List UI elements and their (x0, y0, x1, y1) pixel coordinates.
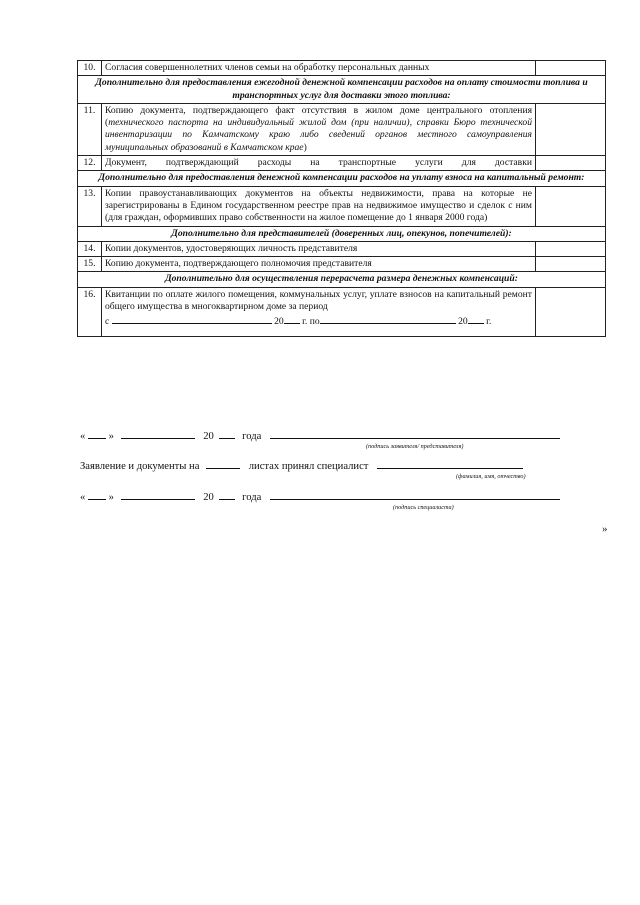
section-header-repair: Дополнительно для предоставления денежной компенсации расходов на уплату взноса на капитальный ремонт: (78, 171, 606, 186)
specialist-signature-line (80, 489, 560, 503)
applicant-signature-field[interactable] (270, 428, 560, 439)
section-header-row (78, 226, 606, 241)
section-header-row (78, 171, 606, 186)
mark-cell[interactable] (536, 61, 606, 76)
accepted-text-b: листах принял специалист (248, 461, 369, 472)
mark-cell[interactable] (536, 186, 606, 226)
table-row (78, 103, 606, 155)
table-row (78, 156, 606, 171)
row-text: Копии правоустанавливающих документов на объекты недвижимости, права на которые не зарегистрированы в Едином государственном реестре прав на недвижимое имущество и сделок с ним (для граждан, оформивших право собственности на жилое помещение до 1 января 2000 года) (102, 186, 536, 226)
row-text-italic: технического паспорта на индивидуальный жилой дом (при наличии), справки Бюро технической инвентаризации по Камчатскому краю либо сведений органов местного самоуправления муниципальных образований в Камчатском крае (105, 117, 532, 153)
row-text: Согласия совершеннолетних членов семьи на обработку персональных данных (102, 61, 536, 76)
day-field[interactable] (88, 428, 106, 439)
table-row (78, 241, 606, 256)
quote-open: « (80, 492, 86, 503)
row-text: Копии документов, удостоверяющих личность представителя (102, 241, 536, 256)
row-text: Документ, подтверждающий расходы на транспортные услуги для доставки (102, 156, 536, 171)
year-field[interactable] (219, 489, 235, 500)
section-header-fuel: Дополнительно для предоставления ежегодной денежной компенсации расходов на оплату стоимости топлива и транспортных услуг для доставки этого топлива: (78, 76, 606, 104)
row-text: Копию документа, подтверждающего полномочия представителя (102, 257, 536, 272)
section-header-row (78, 272, 606, 287)
row-number: 13. (78, 186, 102, 226)
row-text (102, 287, 536, 336)
table-row (78, 287, 606, 336)
section-header-row (78, 76, 606, 104)
period-to-year-field[interactable] (468, 313, 484, 324)
quote-close: » (108, 431, 114, 442)
period-year-prefix: 20 (458, 316, 468, 328)
row-number: 11. (78, 103, 102, 155)
period-from-label: с (105, 316, 110, 328)
specialist-signature-field[interactable] (270, 489, 560, 500)
quote-close: » (108, 492, 114, 503)
quote-open: « (80, 431, 86, 442)
row-number: 10. (78, 61, 102, 76)
mark-cell[interactable] (536, 287, 606, 336)
section-header-recalculation: Дополнительно для осуществления перерасчета размера денежных компенсаций: (78, 272, 606, 287)
accepted-line (80, 458, 523, 472)
row-text-part: ) (303, 141, 307, 153)
table-row (78, 186, 606, 226)
month-field[interactable] (121, 428, 195, 439)
row-number: 16. (78, 287, 102, 336)
row-text-part: Копию документа, подтверждающего факт отсутствия в жилом доме центрального отопления ( (105, 104, 532, 129)
row-number: 15. (78, 257, 102, 272)
section-header-representatives: Дополнительно для представителей (доверенных лиц, опекунов, попечителей): (78, 226, 606, 241)
row-number: 14. (78, 241, 102, 256)
applicant-signature-line (80, 428, 560, 442)
specialist-signature-caption: (подпись специалиста) (393, 504, 454, 511)
table-row (78, 61, 606, 76)
specialist-name-caption: (фамилия, имя, отчество) (456, 473, 526, 480)
period-from-year-field[interactable] (284, 313, 300, 324)
month-field[interactable] (121, 489, 195, 500)
period-from-field[interactable] (112, 313, 272, 324)
mark-cell[interactable] (536, 241, 606, 256)
closing-quote: » (602, 523, 608, 535)
year-field[interactable] (219, 428, 235, 439)
row-text-part: Квитанции по оплате жилого помещения, коммунальных услуг, уплате взносов на капитальный ремонт общего имущества в многоквартирном доме за период (105, 288, 532, 313)
table-row (78, 257, 606, 272)
period-to-field[interactable] (320, 313, 456, 324)
period-year-suffix: г. (486, 316, 492, 328)
applicant-signature-caption: (подпись заявителя/ представителя) (366, 443, 464, 450)
year-word: года (242, 431, 262, 442)
mark-cell[interactable] (536, 103, 606, 155)
year-prefix: 20 (203, 492, 214, 503)
day-field[interactable] (88, 489, 106, 500)
accepted-text-a: Заявление и документы на (80, 461, 200, 472)
period-to-label: г. по (302, 316, 320, 328)
row-text (102, 103, 536, 155)
row-number: 12. (78, 156, 102, 171)
year-word: года (242, 492, 262, 503)
mark-cell[interactable] (536, 257, 606, 272)
specialist-name-field[interactable] (377, 458, 523, 469)
documents-table (77, 60, 606, 337)
mark-cell[interactable] (536, 156, 606, 171)
period-year-prefix: 20 (274, 316, 284, 328)
sheets-count-field[interactable] (206, 458, 240, 469)
year-prefix: 20 (203, 431, 214, 442)
